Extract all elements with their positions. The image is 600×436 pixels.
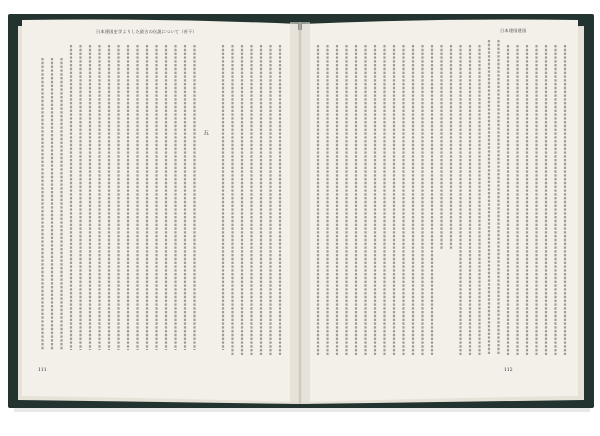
right-running-head: 日本建国建国 [500, 28, 527, 33]
right-page-number: 112 [504, 368, 513, 373]
left-running-head: 日本建国史学よりした最古の伝説について（若干） [96, 29, 197, 34]
left-page [22, 20, 298, 403]
section-number: 五 [203, 130, 210, 137]
left-page-number: 111 [38, 368, 47, 373]
